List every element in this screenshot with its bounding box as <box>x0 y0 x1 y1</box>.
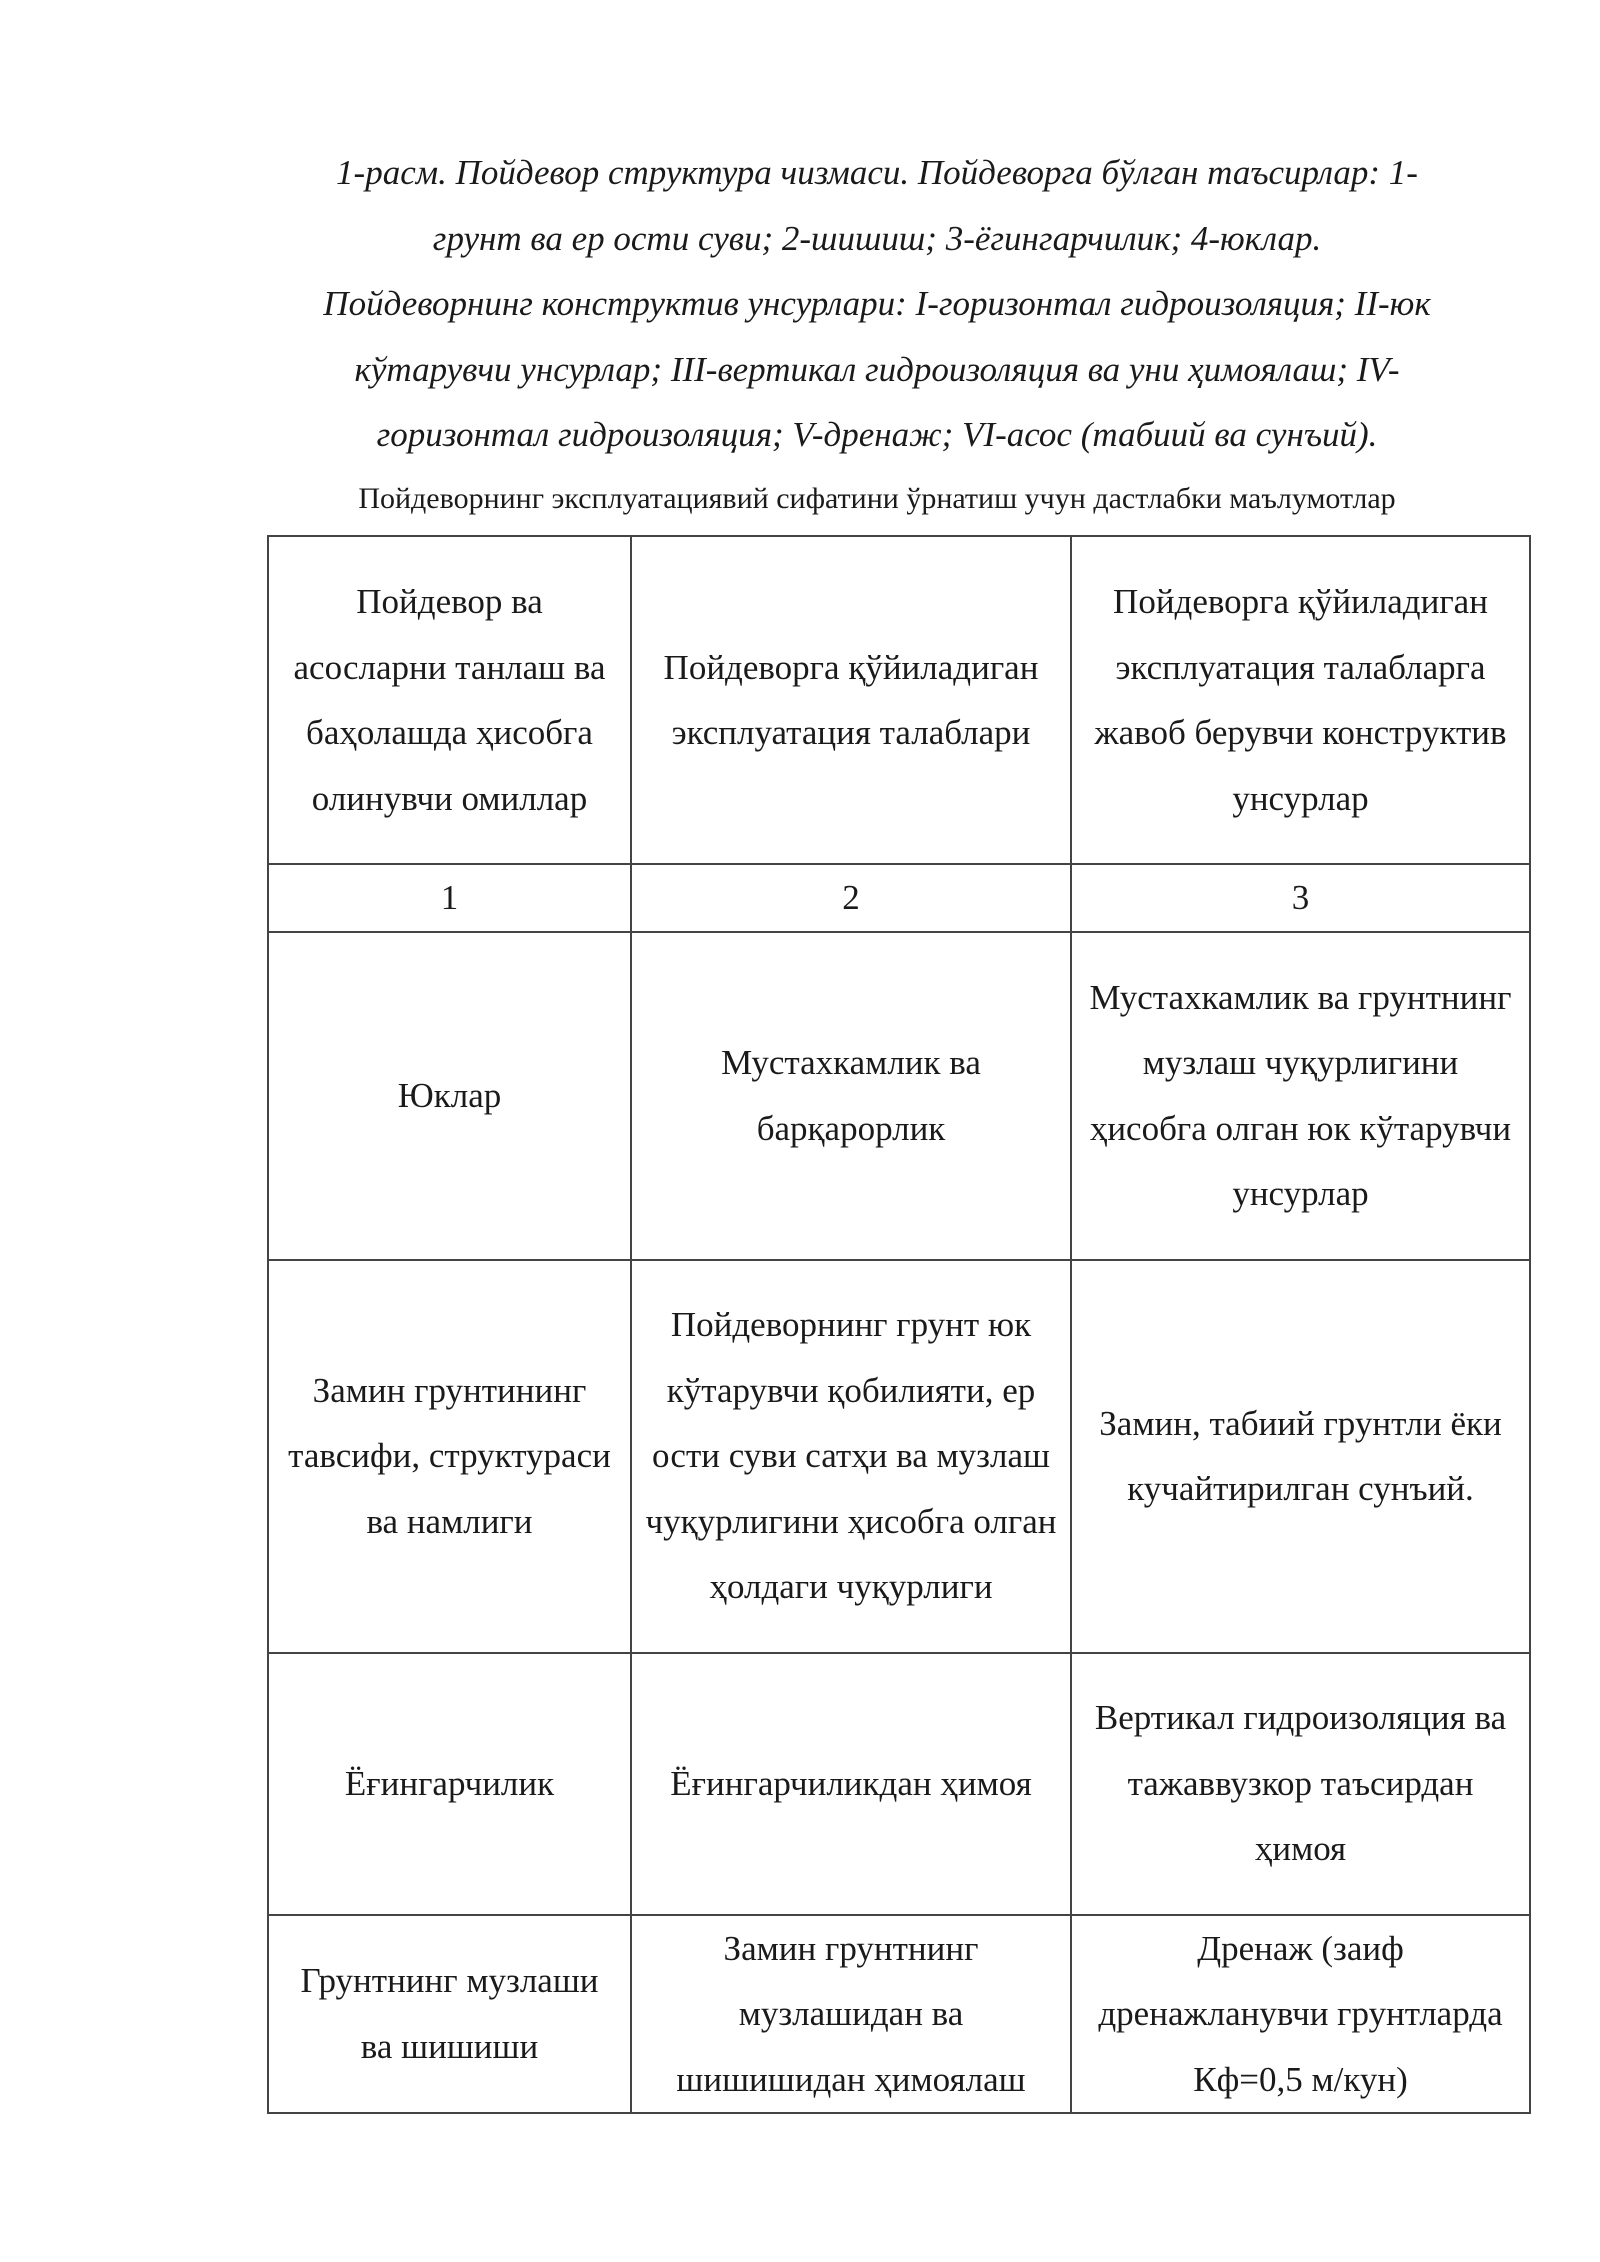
table-row <box>268 1653 1530 1915</box>
table-row <box>268 932 1530 1260</box>
table-cell: Вертикал гидроизоляция ва тажаввузкор таъсирдан ҳимоя <box>1071 1653 1530 1915</box>
table-cell: Мустахкамлик ва грунтнинг музлаш чуқурлигини ҳисобга олган юк кўтарувчи унсурлар <box>1071 932 1530 1260</box>
table-cell: Пойдеворнинг грунт юк кўтарувчи қобилияти, ер ости суви сатҳи ва музлаш чуқурлигини ҳисобга олган ҳолдаги чуқурлиги <box>631 1260 1071 1653</box>
caption-line: Пойдеворнинг конструктив унсурлари: I-горизонтал гидроизоляция; II-юк <box>323 284 1431 323</box>
table-cell: Замин, табиий грунтли ёки кучайтирилган сунъий. <box>1071 1260 1530 1653</box>
table-column-number-row <box>268 864 1530 932</box>
table-title: Пойдеворнинг эксплуатациявий сифатини ўрнатиш учун дастлабки маълумотлар <box>358 482 1396 515</box>
table-cell: Грунтнинг музлаши ва шишиши <box>268 1915 631 2114</box>
table-cell: Мустахкамлик ва барқарорлик <box>631 932 1071 1260</box>
table-cell: Ёғингарчиликдан ҳимоя <box>631 1653 1071 1915</box>
column-number-cell: 1 <box>268 864 631 932</box>
table-cell: Дренаж (заиф дренажланувчи грунтларда Кф=0,5 м/кун) <box>1071 1915 1530 2114</box>
caption-line: горизонтал гидроизоляция; V-дренаж; VI-асос (табиий ва сунъий). <box>376 415 1378 454</box>
table-header-cell: Пойдеворга қўйиладиган эксплуатация талаблари <box>631 536 1071 864</box>
table-cell: Ёғингарчилик <box>268 1653 631 1915</box>
data-table <box>267 535 1531 2114</box>
table-header-cell: Пойдеворга қўйиладиган эксплуатация талабларга жавоб берувчи конструктив унсурлар <box>1071 536 1530 864</box>
table-cell: Замин грунтининг тавсифи, структураси ва намлиги <box>268 1260 631 1653</box>
figure-caption <box>262 140 1492 468</box>
caption-line: кўтарувчи унсурлар; III-вертикал гидроизоляция ва уни ҳимоялаш; IV- <box>354 349 1400 389</box>
table-row <box>268 1915 1530 2114</box>
caption-line: грунт ва ер ости суви; 2-шишиш; 3-ёгингарчилик; 4-юклар. <box>432 218 1322 258</box>
table-header-row <box>268 536 1530 864</box>
table-cell: Юклар <box>268 932 631 1260</box>
table-cell: Замин грунтнинг музлашидан ва шишишидан ҳимоялаш <box>631 1915 1071 2114</box>
table-header-cell: Пойдевор ва асосларни танлаш ва баҳолашда ҳисобга олинувчи омиллар <box>268 536 631 864</box>
table-row <box>268 1260 1530 1653</box>
column-number-cell: 2 <box>631 864 1071 932</box>
caption-line: 1-расм. Пойдевор структура чизмаси. Пойдеворга бўлган таъсирлар: 1- <box>336 153 1418 192</box>
column-number-cell: 3 <box>1071 864 1530 932</box>
